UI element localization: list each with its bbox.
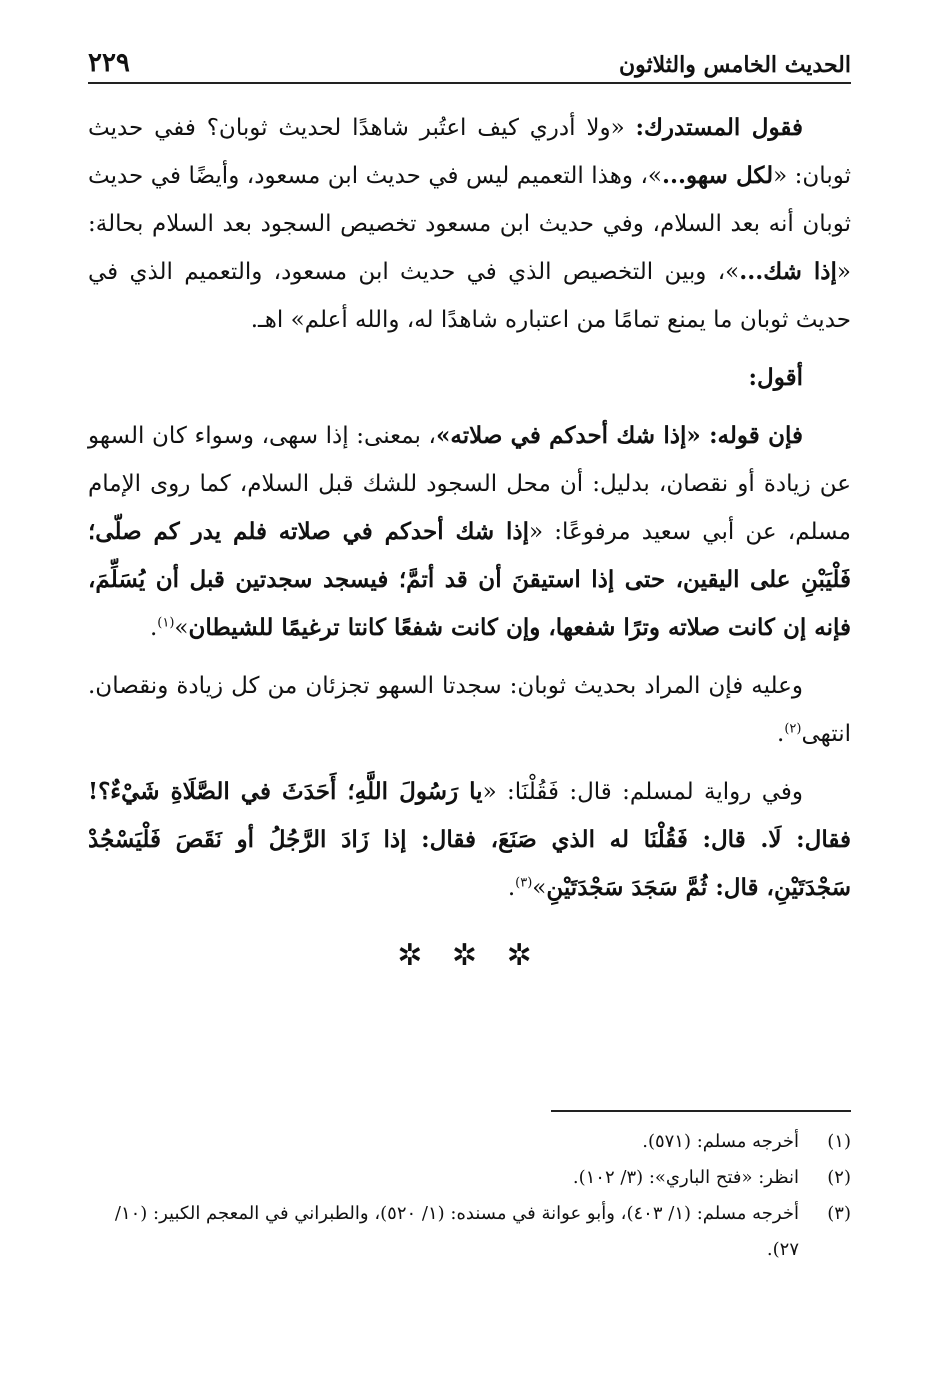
footnote-number: (٣) [827,1203,851,1224]
footnote-text: انظر: «فتح الباري»: (٣/ ١٠٢). [572,1167,799,1188]
text-run: » [174,615,189,641]
footnote-rule [551,1110,851,1112]
footnote-text: أخرجه مسلم: (٥٧١). [642,1131,799,1152]
paragraph-2 [88,412,851,652]
text-run: »، وهذا التعميم ليس في حديث ابن مسعود، وأيضًا في حديث ثوبان أنه بعد السلام، وفي حديث ابن مسعود تخصيص السجود بعد السلام بحالة: « [88,163,851,285]
text-run: وفي رواية لمسلم: قال: فَقُلْنَا: « [482,779,803,805]
paragraph-4 [88,768,851,912]
footnote-ref: (٣) [515,875,533,891]
footnote-number: (٢) [827,1167,851,1188]
footnote-item [88,1196,851,1268]
paragraph-1 [88,104,851,344]
text-run: ، بمعنى: إذا سهى، وسواء كان السهو عن زيادة أو نقصان، بدليل: أن محل السجود للشك قبل السلام، كما روى الإمام مسلم، عن أبي سعيد مرفوعًا: « [88,423,851,545]
hadith-text: يا رَسُولَ اللَّهِ؛ أَحَدَثَ في الصَّلَاةِ شَيْءٌ؟! فقال: لَا. قال: فَقُلْنَا له الذي صَنَعَ، فقال: إذا زَادَ الرَّجُلُ أو نَقَصَ فَلْيَسْجُدْ سَجْدَتَيْنِ، قال: ثُمَّ سَجَدَ سَجْدَتَيْنِ [88,778,851,901]
text-run: »، وبين التخصيص الذي في حديث ابن مسعود، والتعميم الذي في حديث ثوبان ما يمنع تمامًا من اعتباره شاهدًا له، والله أعلم» اهـ. [88,259,851,333]
text-run: وعليه فإن المراد بحديث ثوبان: سجدتا السهو تجزئان من كل زيادة ونقصان. انتهى [88,673,851,747]
footnote-ref: (٢) [784,721,802,737]
text-run: «ولا أدري كيف اعتُبر شاهدًا لحديث ثوبان؟ ففي حديث ثوبان: « [88,115,851,189]
bold-quote: فإن قوله: «إذا شك أحدكم في صلاته» [435,422,803,449]
footnote-ref: (١) [157,615,175,631]
section-divider-stars: ✲ ✲ ✲ [397,938,542,973]
text-run: » [532,875,547,901]
text-run: . [149,615,158,641]
main-text [88,104,851,980]
page-number: ٢٢٩ [88,48,130,78]
page-header [88,28,851,78]
hadith-text: إذا شك أحدكم في صلاته فلم يدر كم صلّى؛ فَلْيَبْنِ على اليقين، حتى إذا استيقنَ أن قد أتمَّ؛ فيسجد سجدتين قبل أن يُسَلِّمَ، فإنه إن كانت صلاته وترًا شفعها، وإن كانت شفعًا كانتا ترغيمًا للشيطان [88,518,851,641]
footnote-item [88,1160,851,1196]
bold-quote: لكل سهو... [661,162,774,189]
bold-quote: إذا شك... [739,258,837,285]
aqoul-heading: أقول: [748,364,803,391]
footnote-text: أخرجه مسلم: (١/ ٤٠٣)، وأبو عوانة في مسنده: (١/ ٥٢٠)، والطبراني في المعجم الكبير: (١٠/ ٢٧). [114,1203,799,1260]
paragraph-3 [88,662,851,758]
text-run: . [777,721,785,747]
header-rule [88,82,851,84]
footnotes [88,1124,851,1268]
footnote-number: (١) [827,1131,851,1152]
footnote-item [88,1124,851,1160]
lead-phrase: فقول المستدرك: [635,114,804,141]
text-run: . [507,875,516,901]
running-title: الحديث الخامس والثلاثون [618,52,851,78]
